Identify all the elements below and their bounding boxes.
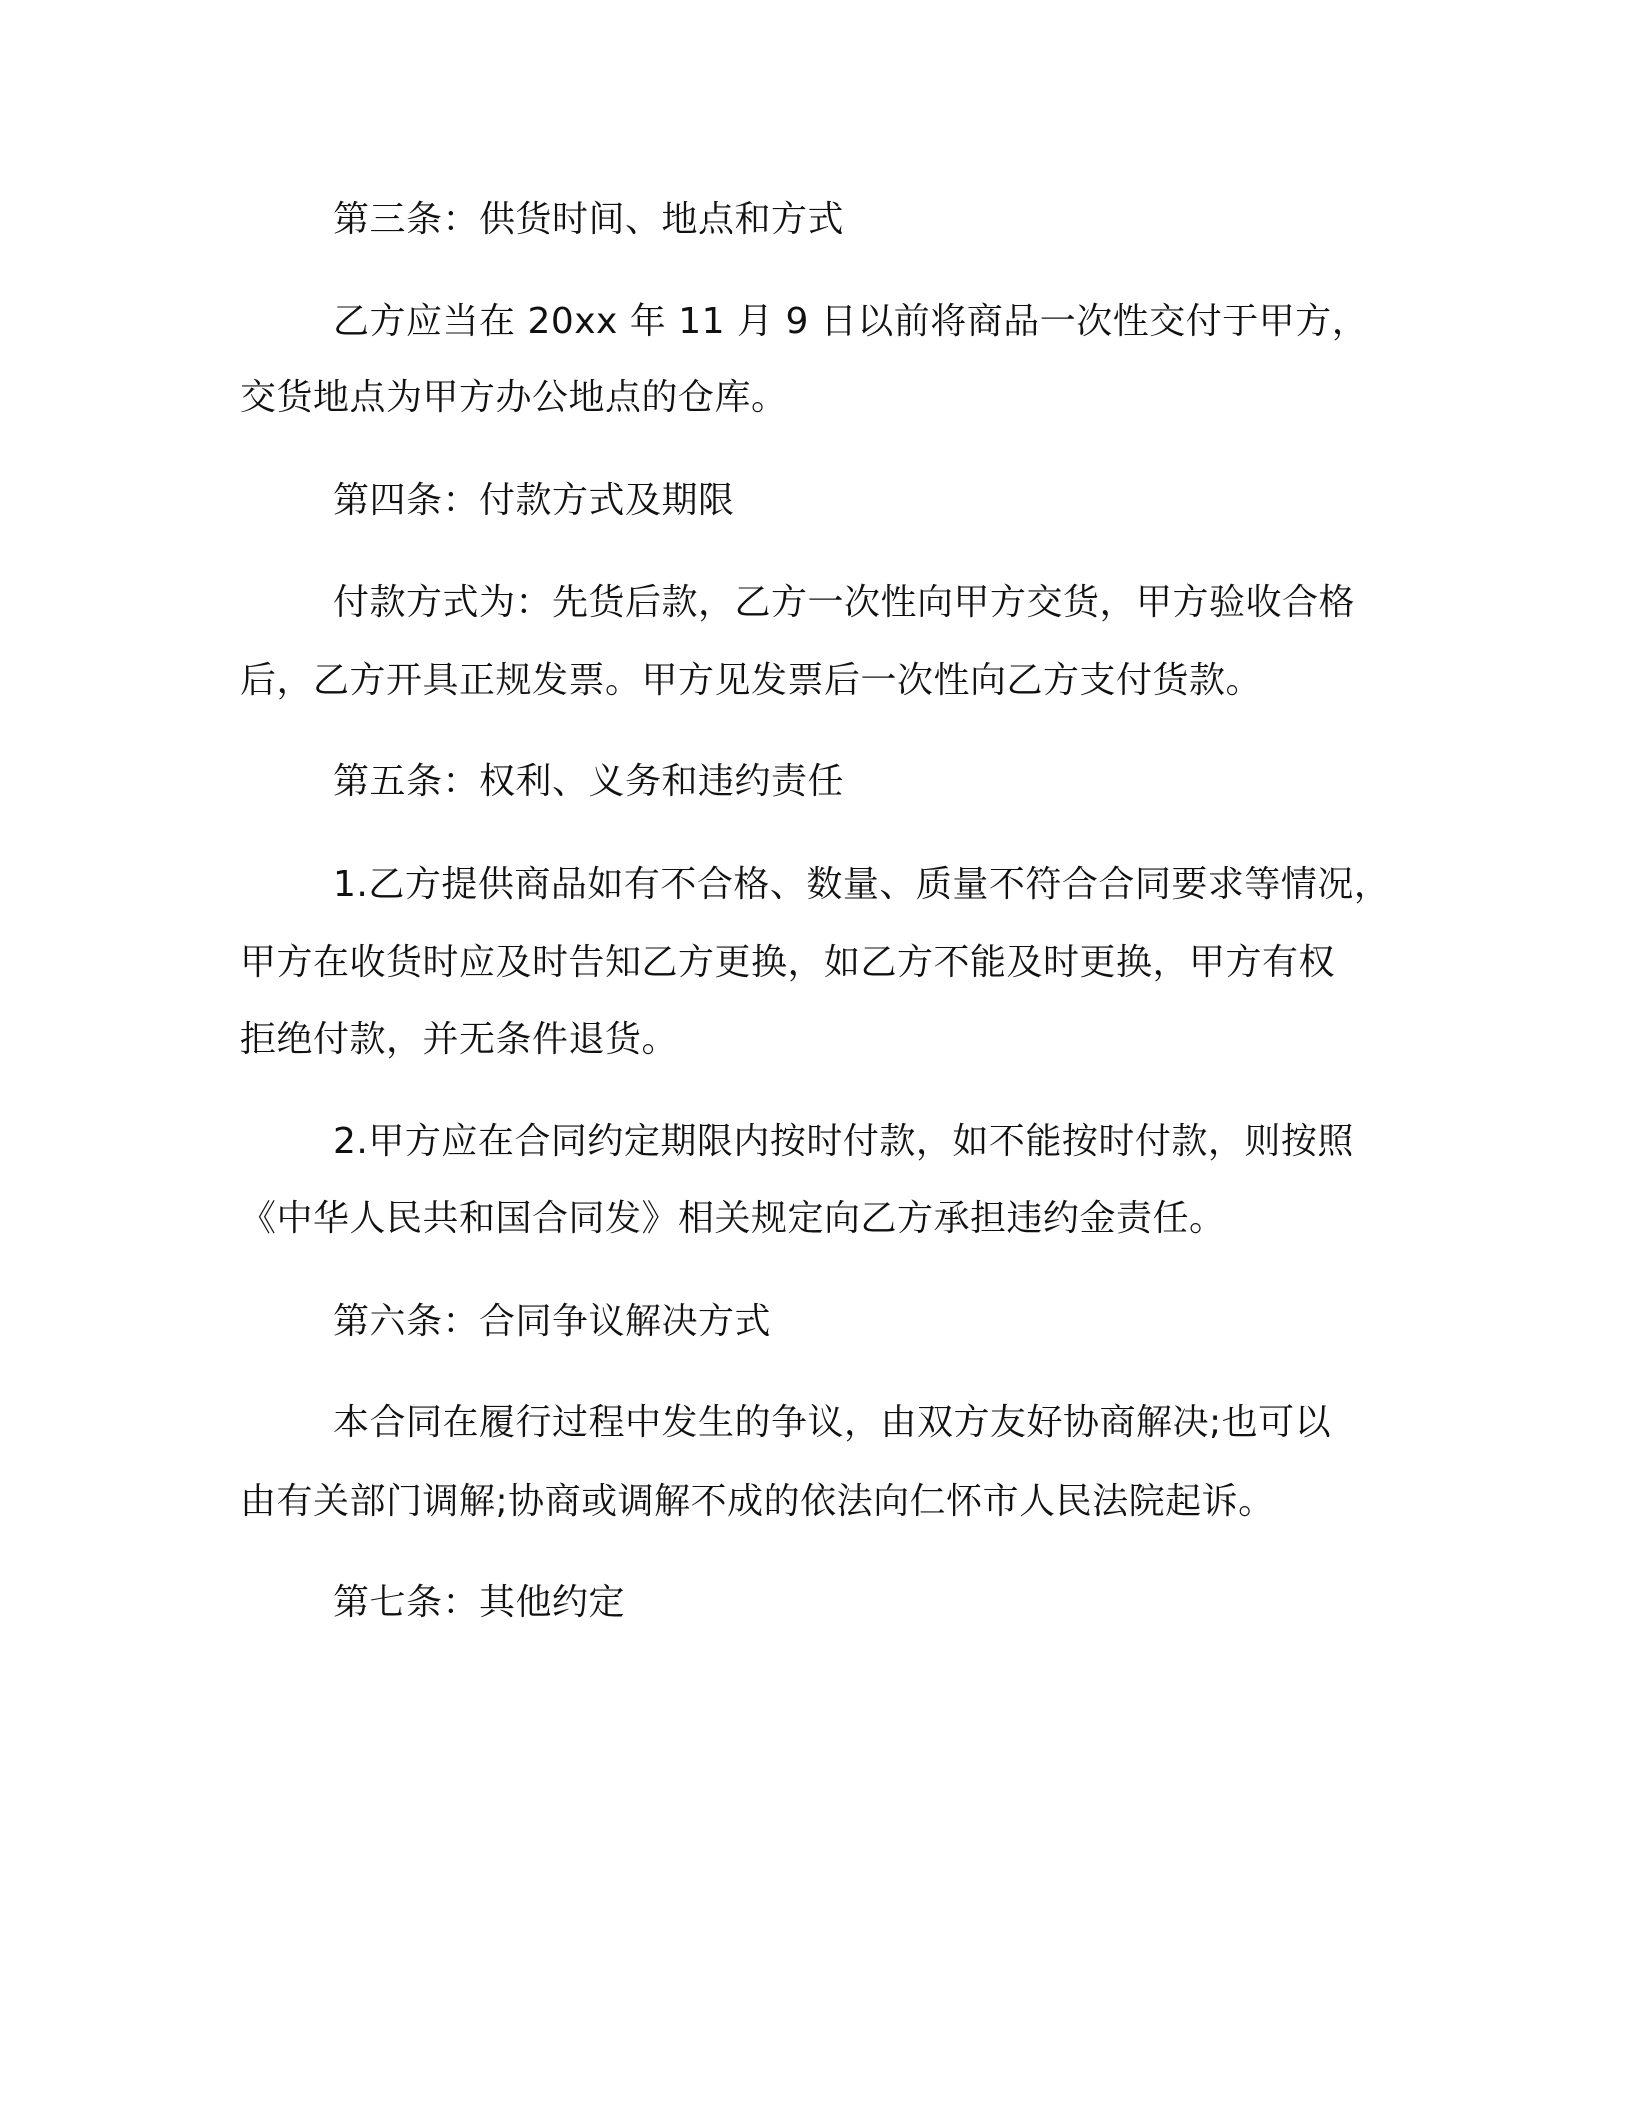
article-4-text-2: 后，乙方开具正规发票。甲方见发票后一次性向乙方支付货款。: [240, 660, 1263, 701]
article-6-heading: 第六条：合同争议解决方式: [333, 1301, 772, 1342]
article-4-text-1: 付款方式为：先货后款，乙方一次性向甲方交货，甲方验收合格: [333, 582, 1356, 623]
article-5-item-1-a: 1.乙方提供商品如有不合格、数量、质量不符合合同要求等情况，: [333, 864, 1391, 905]
article-3-text-2: 交货地点为甲方办公地点的仓库。: [240, 377, 788, 418]
article-5-heading: 第五条：权利、义务和违约责任: [333, 761, 845, 802]
article-5-item-1-c: 拒绝付款，并无条件退货。: [240, 1019, 679, 1060]
article-5-item-1-b: 甲方在收货时应及时告知乙方更换，如乙方不能及时更换，甲方有权: [240, 942, 1336, 983]
article-4-heading: 第四条：付款方式及期限: [333, 480, 735, 521]
article-5-item-2-a: 2.甲方应在合同约定期限内按时付款，如不能按时付款，则按照: [333, 1121, 1354, 1162]
article-3-heading: 第三条：供货时间、地点和方式: [333, 199, 845, 240]
article-3-text-1: 乙方应当在 20xx 年 11 月 9 日以前将商品一次性交付于甲方，: [333, 301, 1369, 342]
article-6-text-2: 由有关部门调解;协商或调解不成的依法向仁怀市人民法院起诉。: [240, 1481, 1275, 1522]
article-6-text-1: 本合同在履行过程中发生的争议，由双方友好协商解决;也可以: [333, 1402, 1332, 1443]
article-5-item-2-b: 《中华人民共和国合同发》相关规定向乙方承担违约金责任。: [240, 1198, 1226, 1239]
article-7-heading: 第七条：其他约定: [333, 1582, 626, 1623]
